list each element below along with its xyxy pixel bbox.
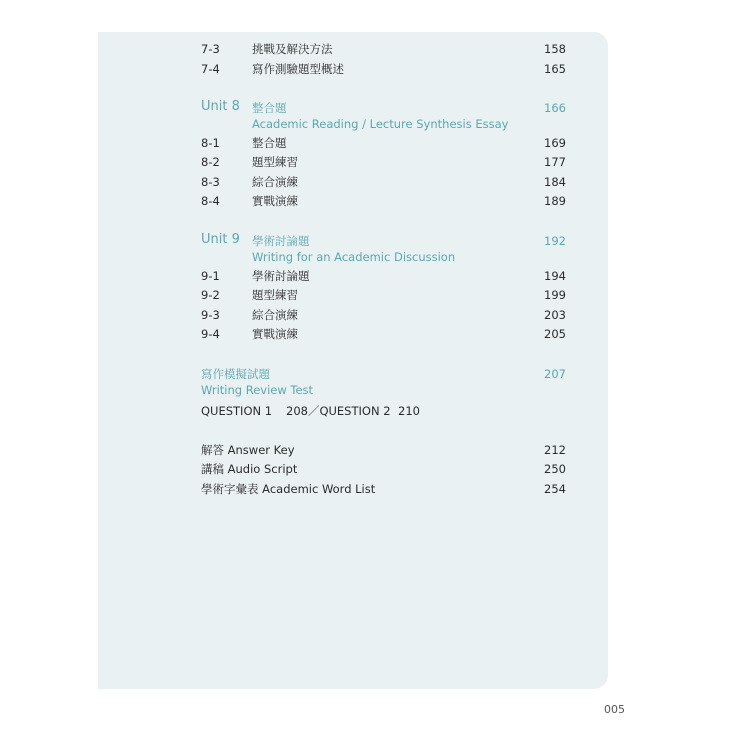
toc-entry-number: 9-3 bbox=[201, 308, 220, 322]
unit8-title-zh: 整合題 bbox=[252, 101, 287, 115]
toc-entry-page: 203 bbox=[544, 308, 566, 322]
toc-entry-page: 189 bbox=[544, 194, 566, 208]
toc-entry-title: 寫作測驗題型概述 bbox=[252, 62, 344, 76]
toc-entry-page: 205 bbox=[544, 327, 566, 341]
review-test-page: 207 bbox=[544, 367, 566, 381]
toc-entry-page: 165 bbox=[544, 62, 566, 76]
question1-label: QUESTION 1 bbox=[201, 404, 273, 418]
toc-entry-number: 8-1 bbox=[201, 136, 220, 150]
toc-entry-page: 169 bbox=[544, 136, 566, 150]
toc-entry-title: 題型練習 bbox=[252, 155, 298, 169]
toc-entry-title: 題型練習 bbox=[252, 288, 298, 302]
review-test-title-zh: 寫作模擬試題 bbox=[201, 367, 270, 381]
review-test-title-en: Writing Review Test bbox=[201, 383, 314, 397]
unit8-label: Unit 8 bbox=[201, 99, 240, 114]
toc-entry-title: 學術討論題 bbox=[252, 269, 310, 283]
appendix-title: 講稿 Audio Script bbox=[201, 462, 298, 476]
appendix-page: 250 bbox=[544, 462, 566, 476]
toc-entry-title: 挑戰及解決方法 bbox=[252, 42, 333, 56]
toc-entry-page: 194 bbox=[544, 269, 566, 283]
toc-entry-page: 199 bbox=[544, 288, 566, 302]
toc-entry-number: 7-4 bbox=[201, 62, 220, 76]
unit8-title-en: Academic Reading / Lecture Synthesis Essay bbox=[252, 117, 509, 131]
toc-entry-title: 綜合演練 bbox=[252, 308, 298, 322]
toc-entry-page: 177 bbox=[544, 155, 566, 169]
appendix-title: 解答 Answer Key bbox=[201, 443, 295, 457]
toc-entry-number: 8-2 bbox=[201, 155, 220, 169]
toc-entry-title: 整合題 bbox=[252, 136, 287, 150]
page-number: 005 bbox=[604, 703, 625, 716]
unit8-page: 166 bbox=[544, 101, 566, 115]
appendix-page: 212 bbox=[544, 443, 566, 457]
unit9-page: 192 bbox=[544, 234, 566, 248]
appendix-page: 254 bbox=[544, 482, 566, 496]
question1-page-and-question2-label: 208／QUESTION 2 bbox=[286, 404, 391, 418]
toc-entry-number: 7-3 bbox=[201, 42, 220, 56]
appendix-title: 學術字彙表 Academic Word List bbox=[201, 482, 376, 496]
question2-page: 210 bbox=[398, 404, 420, 418]
toc-entry-page: 184 bbox=[544, 175, 566, 189]
toc-entry-number: 8-3 bbox=[201, 175, 220, 189]
toc-entry-page: 158 bbox=[544, 42, 566, 56]
toc-entry-title: 綜合演練 bbox=[252, 175, 298, 189]
toc-entry-number: 8-4 bbox=[201, 194, 220, 208]
toc-entry-title: 實戰演練 bbox=[252, 327, 298, 341]
unit9-label: Unit 9 bbox=[201, 232, 240, 247]
toc-entry-number: 9-1 bbox=[201, 269, 220, 283]
unit9-title-en: Writing for an Academic Discussion bbox=[252, 250, 456, 264]
toc-entry-number: 9-2 bbox=[201, 288, 220, 302]
toc-entry-number: 9-4 bbox=[201, 327, 220, 341]
unit9-title-zh: 學術討論題 bbox=[252, 234, 310, 248]
toc-entry-title: 實戰演練 bbox=[252, 194, 298, 208]
